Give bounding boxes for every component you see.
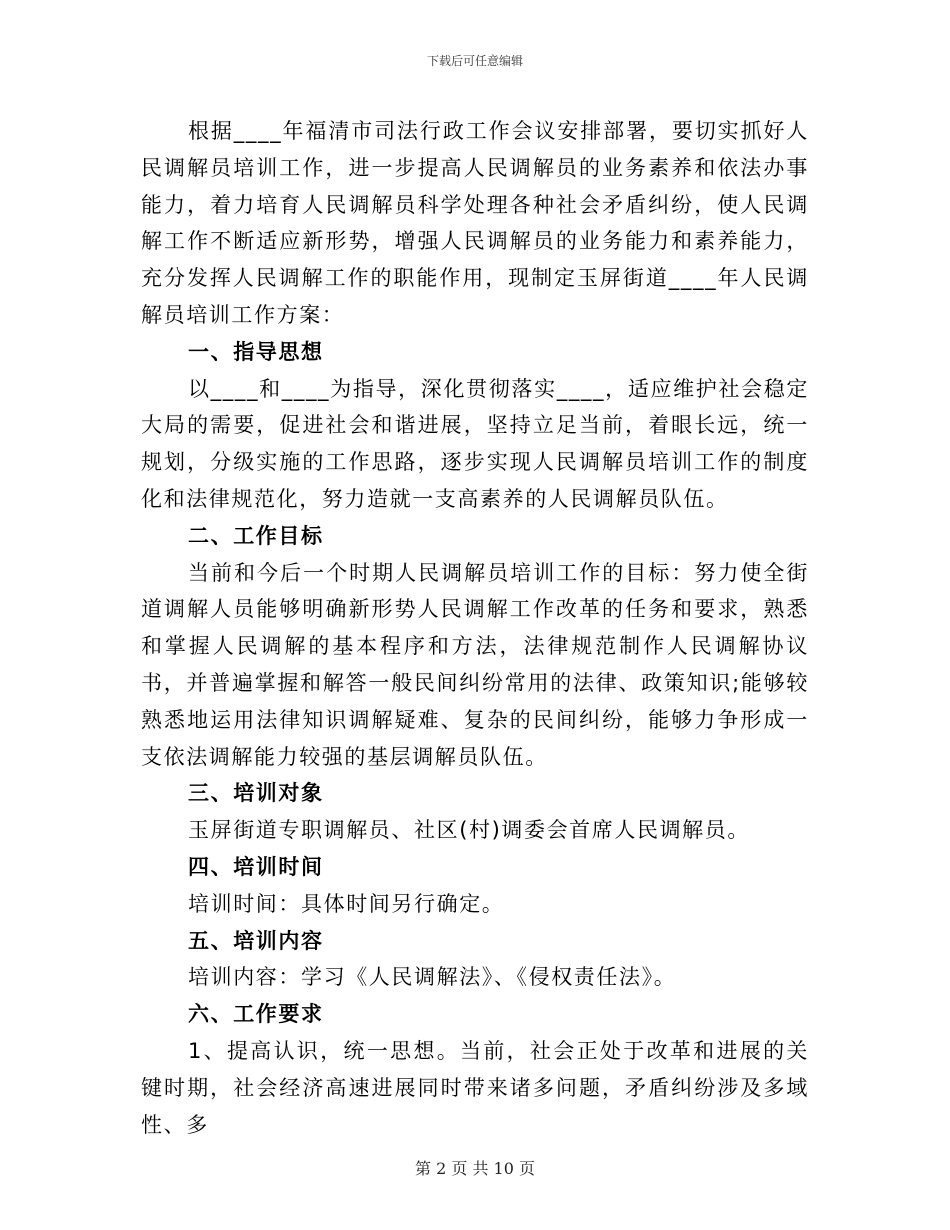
document-body [141, 113, 809, 1143]
section-body-training-time: 培训时间：具体时间另行确定。 [188, 891, 505, 916]
section-body-guiding-ideology: 以____和____为指导，深化贯彻落实____，适应维护社会稳定大局的需要，促进社会和谐进展，坚持立足当前，着眼长远，统一规划，分级实施的工作思路，逐步实现人民调解员培训工作的制度化和法律规范化，努力造就一支高素养的人民调解员队伍。 [141, 376, 809, 511]
section-heading-training-targets: 三、培训对象 [188, 781, 324, 806]
page-header: 下载后可任意编辑 [426, 54, 523, 68]
page-number: 第 2 页 共 10 页 [415, 1159, 535, 1178]
section-heading-work-goals: 二、工作目标 [188, 523, 324, 548]
section-heading-guiding-ideology: 一、指导思想 [188, 339, 324, 364]
section-heading-training-content: 五、培训内容 [188, 928, 324, 953]
section-body-work-requirements: 1、提高认识，统一思想。当前，社会正处于改革和进展的关键时期，社会经济高速进展同时带来诸多问题，矛盾纠纷涉及多域性、多 [141, 1038, 809, 1137]
section-heading-training-time: 四、培训时间 [188, 854, 324, 879]
section-body-work-goals: 当前和今后一个时期人民调解员培训工作的目标：努力使全街道调解人员能够明确新形势人民调解工作改革的任务和要求，熟悉和掌握人民调解的基本程序和方法，法律规范制作人民调解协议书，并普遍掌握和解答一般民间纠纷常用的法律、政策知识;能够较熟悉地运用法律知识调解疑难、复杂的民间纠纷，能够力争形成一支依法调解能力较强的基层调解员队伍。 [141, 560, 809, 769]
section-heading-work-requirements: 六、工作要求 [188, 1002, 324, 1027]
intro-paragraph: 根据____年福清市司法行政工作会议安排部署，要切实抓好人民调解员培训工作，进一步提高人民调解员的业务素养和依法办事能力，着力培育人民调解员科学处理各种社会矛盾纠纷，使人民调解工作不断适应新形势，增强人民调解员的业务能力和素养能力，充分发挥人民调解工作的职能作用，现制定玉屏街道____年人民调解员培训工作方案： [141, 119, 809, 327]
section-body-training-targets: 玉屏街道专职调解员、社区(村)调委会首席人民调解员。 [188, 818, 750, 843]
section-body-training-content: 培训内容：学习《人民调解法》、《侵权责任法》。 [188, 965, 677, 990]
